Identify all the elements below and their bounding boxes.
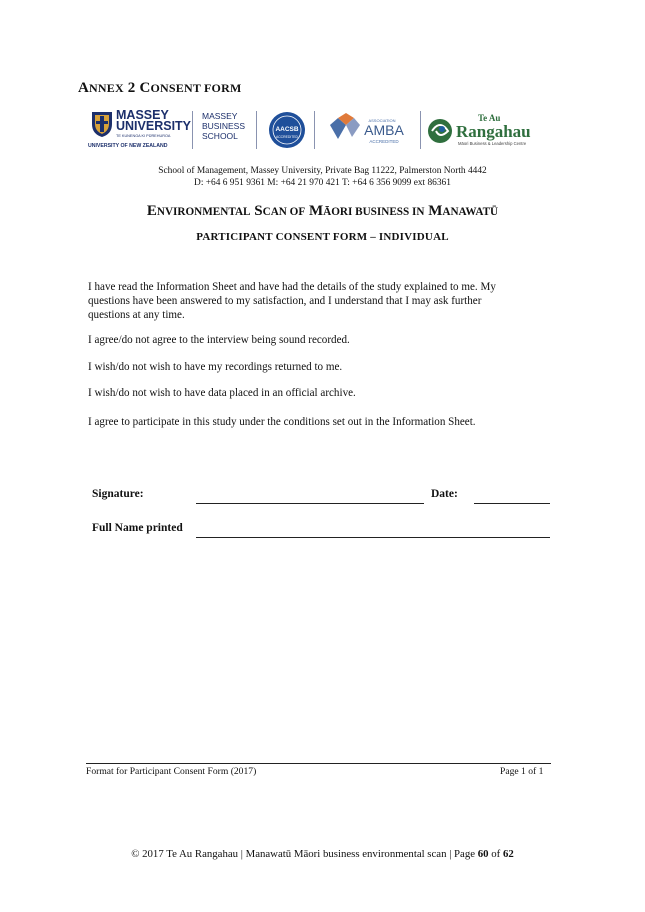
form-footer-title: Format for Participant Consent Form (2017): [86, 766, 257, 777]
crest-icon: [90, 110, 114, 138]
footer-divider: [86, 763, 551, 764]
annex-heading: ANNEX 2 CONSENT FORM: [78, 80, 242, 96]
form-page-number: Page 1 of 1: [500, 766, 544, 777]
massey-maori-name: TE KUNENGA KI PŪREHUROA: [116, 134, 171, 138]
full-name-label: Full Name printed: [92, 522, 183, 534]
date-label: Date:: [431, 488, 458, 500]
massey-wordmark: MASSEY UNIVERSITY: [116, 108, 192, 133]
amba-assoc: ASSOCIATION: [368, 118, 396, 123]
aacsb-sub: ACCREDITED: [275, 135, 299, 139]
rangahau-sub: Māori Business & Leadership Centre: [458, 141, 527, 146]
aacsb-accredited-logo: [268, 111, 306, 149]
page-footer: © 2017 Te Au Rangahau | Manawatū Māori business environmental scan | Page 60 of 62: [131, 848, 514, 860]
massey-nz: UNIVERSITY OF NEW ZEALAND: [88, 143, 168, 149]
date-field[interactable]: [474, 503, 550, 504]
massey-business-school-logo: MASSEY BUSINESS SCHOOL: [202, 111, 245, 141]
signature-field[interactable]: [196, 503, 424, 504]
rangahau-te-au: Te Au: [478, 113, 501, 123]
consent-statement-information: I have read the Information Sheet and have had the details of the study explained to me. My questions have been answered to my satisfaction, and I understand that I may ask further questions at any time.: [88, 281, 496, 321]
massey-university-logo: [88, 108, 192, 152]
amba-text: AMBA: [364, 122, 404, 138]
consent-statement-return: I wish/do not wish to have my recordings returned to me.: [88, 361, 343, 373]
logo-strip: [88, 107, 558, 155]
amba-sub: ACCREDITED: [369, 139, 399, 144]
document-title: ENVIRONMENTAL SCAN OF MĀORI BUSINESS IN MANAWATŪ: [146, 203, 499, 219]
logo-divider: [314, 111, 315, 149]
consent-statement-archive: I wish/do not wish to have data placed in an official archive.: [88, 387, 356, 399]
school-address: School of Management, Massey University, Private Bag 11222, Palmerston North 4442 D: +64 6 951 9361 M: +64 21 970 421 T: +64 6 356 9099 ext 86361: [158, 166, 487, 188]
te-au-rangahau-logo: [426, 109, 558, 153]
logo-divider: [420, 111, 421, 149]
document-subtitle: PARTICIPANT CONSENT FORM – INDIVIDUAL: [196, 231, 449, 243]
amba-accredited-logo: [326, 113, 418, 149]
signature-label: Signature:: [92, 488, 144, 500]
rangahau-name: Rangahau: [456, 122, 531, 141]
logo-divider: [256, 111, 257, 149]
full-name-field[interactable]: [196, 537, 550, 538]
logo-divider: [192, 111, 193, 149]
aacsb-text: AACSB: [275, 126, 299, 133]
consent-statement-participate: I agree to participate in this study under the conditions set out in the Information Sheet.: [88, 416, 476, 428]
consent-statement-recording: I agree/do not agree to the interview being sound recorded.: [88, 334, 350, 346]
